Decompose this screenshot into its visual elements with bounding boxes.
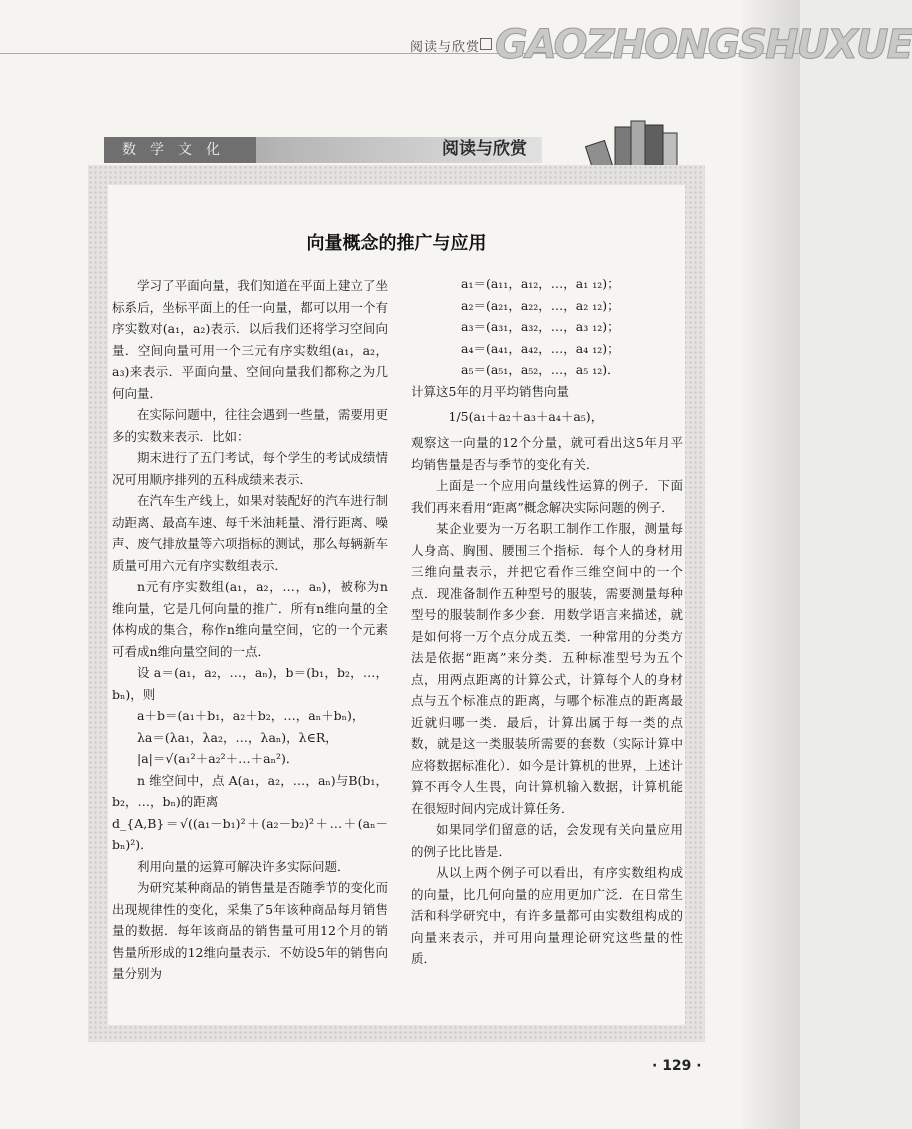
article-body	[108, 185, 685, 1025]
formula: a＋b＝(a₁＋b₁，a₂＋b₂，…，aₙ＋bₙ)，	[137, 708, 365, 723]
formula: 1/5(a₁＋a₂＋a₃＋a₄＋a₅)，	[448, 409, 604, 424]
paragraph: 从以上两个例子可以看出，有序实数组构成的向量，比几何向量的应用更加广泛．在日常生活和科学研究中，有许多量都可由实数组构成的向量来表示，并可用向量理论研究这些量的性质．	[411, 865, 683, 966]
formula: a₃＝(a₃₁，a₃₂，…，a₃ ₁₂)；	[461, 319, 620, 334]
formula: a₂＝(a₂₁，a₂₂，…，a₂ ₁₂)；	[461, 297, 620, 313]
header-square-icon	[480, 38, 492, 50]
paragraph: 如果同学们留意的话，会发现有关向量应用的例子比比皆是．	[411, 822, 683, 859]
formula: d_{A,B}＝√((a₁－b₁)²＋(a₂－b₂)²＋…＋(aₙ－bₙ)²)．	[112, 815, 388, 852]
header-section-label: 阅读与欣赏	[410, 40, 481, 55]
paragraph: 期末进行了五门考试，每个学生的考试成绩情况可用顺序排列的五科成绩来表示．	[112, 450, 388, 487]
article-frame	[88, 165, 705, 1042]
column-name: 数学文化	[104, 137, 256, 163]
paragraph: 学习了平面向量，我们知道在平面上建立了坐标系后，坐标平面上的任一向量，都可以用一个有序实数对(a₁，a₂)表示．以后我们还将学习空间向量．空间向量可用一个三元有序实数组(a₁，a₂，a₃)来表示．平面向量、空间向量我们都称之为几何向量．	[112, 278, 388, 401]
header-brand-text: GAOZHONGSHUXUE	[495, 22, 912, 68]
paragraph: 在汽车生产线上，如果对装配好的汽车进行制动距离、最高车速、每千米油耗量、滑行距离、噪声、废气排放量等六项指标的测试，那么每辆新车质量可用六元有序实数组表示．	[112, 493, 388, 573]
running-header	[0, 0, 912, 78]
formula: λa＝(λa₁，λa₂，…，λaₙ)，λ∈R，	[137, 729, 338, 745]
paragraph: 为研究某种商品的销售量是否随季节的变化而出现规律性的变化，采集了5年该种商品每月销售量的数据．每年该商品的销售量可用12个月的销售量所形成的12维向量表示．不妨设5年的销售向量分别为	[112, 880, 388, 981]
paragraph: n元有序实数组(a₁，a₂，…，aₙ)，被称为n维向量，它是几何向量的推广．所有n维向量的全体构成的集合，称作n维向量空间，它的一个元素可看成n维向量空间的一点．	[112, 579, 388, 659]
formula: a₄＝(a₄₁，a₄₂，…，a₄ ₁₂)；	[461, 340, 620, 356]
paragraph: 上面是一个应用向量线性运算的例子．下面我们再来看用“距离”概念解决实际问题的例子．	[411, 478, 683, 515]
paragraph: 计算这5年的月平均销售向量	[411, 383, 569, 399]
paragraph: 在实际问题中，往往会遇到一些量，需要用更多的实数来表示．比如：	[112, 407, 388, 444]
formula: a₅＝(a₅₁，a₅₂，…，a₅ ₁₂)．	[461, 362, 620, 377]
formula: |a|＝√(a₁²＋a₂²＋…＋aₙ²)．	[137, 751, 299, 766]
paragraph: 利用向量的运算可解决许多实际问题．	[137, 858, 350, 874]
paragraph: 设 a＝(a₁，a₂，…，aₙ)，b＝(b₁，b₂，…，bₙ)，则	[112, 665, 388, 702]
page-spine-shadow	[742, 0, 800, 1129]
column-subtitle: 阅读与欣赏	[442, 139, 527, 159]
paragraph: n 维空间中，点 A(a₁，a₂，…，aₙ)与B(b₁，b₂，…，bₙ)的距离	[112, 772, 388, 809]
article-title: 向量概念的推广与应用	[306, 233, 487, 254]
left-column	[112, 275, 388, 985]
right-column	[411, 273, 683, 970]
page-number: · 129 ·	[652, 1058, 702, 1074]
paragraph: 观察这一向量的12个分量，就可看出这5年月平均销售量是否与季节的变化有关．	[411, 435, 683, 472]
formula: a₁＝(a₁₁，a₁₂，…，a₁ ₁₂)；	[461, 276, 620, 291]
paragraph: 某企业要为一万名职工制作工作服，测量每人身高、胸围、腰围三个指标．每个人的身材用三维向量表示，并把它看作三维空间中的一个点．现准备制作五种型号的服装，需要测量每种型号的服装制作多少套．用数学语言来描述，就是如何将一万个点分成五类．一种常用的分类方法是依据“距离”来分类．五种标准型号为五个点，用两点距离的计算公式，计算每个人的身材点与五个标准点的距离，与哪个标准点的距离最近就归哪一类．最后，计算出属于每一类的点数，就是这一类服装所需要的套数（实际计算中应将数据标准化）．如今是计算机的世界，上述计算不再令人生畏，向计算机输入数据，计算机能在很短时间内完成计算任务．	[411, 521, 683, 816]
